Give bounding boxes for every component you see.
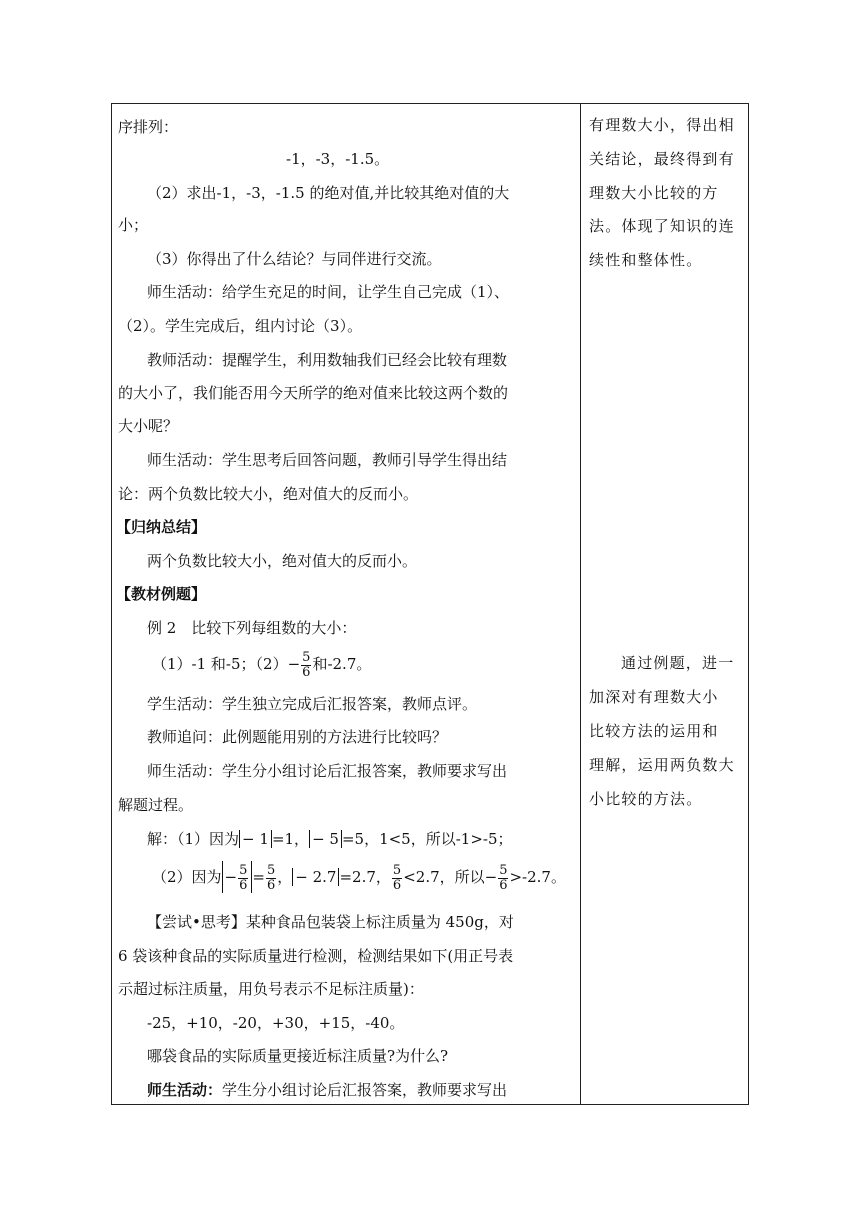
- note-line: 关结论，最终得到有: [589, 150, 735, 168]
- solution-line-1: [147, 829, 513, 849]
- fraction-numerator: 5: [239, 862, 248, 878]
- fraction-numerator: 5: [302, 649, 311, 665]
- text-line: （2）。学生完成后，组内讨论（3）。: [118, 317, 363, 335]
- note-line: 法。体现了知识的连: [589, 217, 735, 235]
- text-fragment: ，: [277, 868, 293, 886]
- fraction-denominator: 6: [302, 664, 311, 680]
- fraction-denominator: 6: [392, 877, 402, 893]
- example-title: 例 2 比较下列每组数的大小：: [147, 619, 357, 637]
- example-problem: [152, 647, 371, 681]
- note-line: 比较方法的运用和: [589, 722, 719, 740]
- text-line: 两个负数比较大小，绝对值大的反而小。: [147, 552, 418, 570]
- text-line: 的大小了，我们能否用今天所学的绝对值来比较这两个数的: [118, 384, 509, 402]
- fraction: [301, 651, 311, 680]
- text-fragment: =: [252, 868, 265, 886]
- text-line: 示超过标注质量，用负号表示不足标注质量)：: [118, 980, 424, 998]
- fraction-numerator: 5: [499, 862, 508, 878]
- fraction-denominator: 6: [499, 877, 508, 893]
- text-line: （2）求出-1，-3，-1.5 的绝对值,并比较其绝对值的大: [147, 184, 510, 202]
- fraction-numerator: 5: [266, 862, 276, 878]
- text-line: 哪袋食品的实际质量更接近标注质量?为什么?: [147, 1047, 449, 1065]
- text-fragment: （1）-1 和-5；（2）−: [152, 655, 301, 673]
- absolute-value: − 2.7: [292, 868, 339, 886]
- note-line: 续性和整体性。: [589, 251, 703, 269]
- text-line: 师生活动：学生思考后回答问题，教师引导学生得出结: [147, 451, 508, 469]
- text-line: 师生活动：给学生充足的时间，让学生自己完成（1）、: [147, 283, 510, 301]
- absolute-value: − 1: [239, 830, 272, 848]
- text-line: 学生活动：学生独立完成后汇报答案，教师点评。: [147, 695, 478, 713]
- fraction-numerator: 5: [392, 862, 402, 878]
- absolute-value: − 5: [309, 830, 342, 848]
- note-line: 有理数大小，得出相: [589, 116, 735, 134]
- number-list: -1，-3，-1.5。: [286, 150, 390, 168]
- text-fragment: （2）因为: [152, 868, 222, 886]
- text-fragment: =1，: [271, 830, 310, 848]
- text-fragment: 师生活动：: [147, 1081, 223, 1099]
- text-line: 大小呢？: [118, 417, 179, 435]
- text-fragment: =5，1<5，所以-1>-5；: [341, 830, 513, 848]
- absolute-value: [222, 861, 253, 893]
- text-line: 师生活动：学生分小组讨论后汇报答案，教师要求写出: [147, 762, 508, 780]
- fraction-denominator: 6: [239, 877, 248, 893]
- text-line: 6 袋该种食品的实际质量进行检测，检测结果如下(用正号表: [118, 947, 514, 965]
- note-line: 通过例题，进一: [621, 654, 735, 672]
- column-divider: [580, 104, 581, 1104]
- fraction: [392, 864, 402, 893]
- text-line: 小；: [118, 216, 149, 234]
- fraction-denominator: 6: [266, 877, 276, 893]
- text-line: 教师追问：此例题能用别的方法进行比较吗？: [147, 728, 448, 746]
- text-line: 序排列：: [118, 118, 179, 136]
- data-list: -25，+10，-20，+30，+15，-40。: [147, 1014, 405, 1032]
- text-line: [147, 1080, 507, 1100]
- lesson-table: [111, 103, 749, 1105]
- text-line: 【尝试•思考】某种食品包装袋上标注质量为 450g，对: [147, 913, 514, 931]
- text-fragment: 学生分小组讨论后汇报答案，教师要求写出: [222, 1081, 508, 1099]
- section-heading: 【教材例题】: [116, 585, 207, 603]
- text-fragment: −: [224, 868, 238, 886]
- section-heading: 【归纳总结】: [116, 518, 207, 536]
- text-fragment: >-2.7。: [509, 868, 566, 886]
- fraction: [266, 864, 276, 893]
- fraction: [498, 864, 508, 893]
- note-line: 小比较的方法。: [589, 790, 703, 808]
- note-line: 理数大小比较的方: [589, 184, 719, 202]
- fraction: [238, 864, 248, 893]
- text-fragment: =2.7，: [339, 868, 391, 886]
- note-line: 加深对有理数大小: [589, 688, 719, 706]
- text-line: 论：两个负数比较大小，绝对值大的反而小。: [118, 485, 419, 503]
- text-fragment: 解：（1）因为: [147, 830, 240, 848]
- note-line: 理解，运用两负数大: [589, 756, 735, 774]
- text-line: 解题过程。: [118, 796, 194, 814]
- text-line: 教师活动：提醒学生，利用数轴我们已经会比较有理数: [147, 351, 508, 369]
- text-fragment: <2.7，所以−: [403, 868, 498, 886]
- text-fragment: 和-2.7。: [312, 655, 372, 673]
- text-line: （3）你得出了什么结论？与同伴进行交流。: [147, 250, 442, 268]
- solution-line-2: [152, 859, 566, 895]
